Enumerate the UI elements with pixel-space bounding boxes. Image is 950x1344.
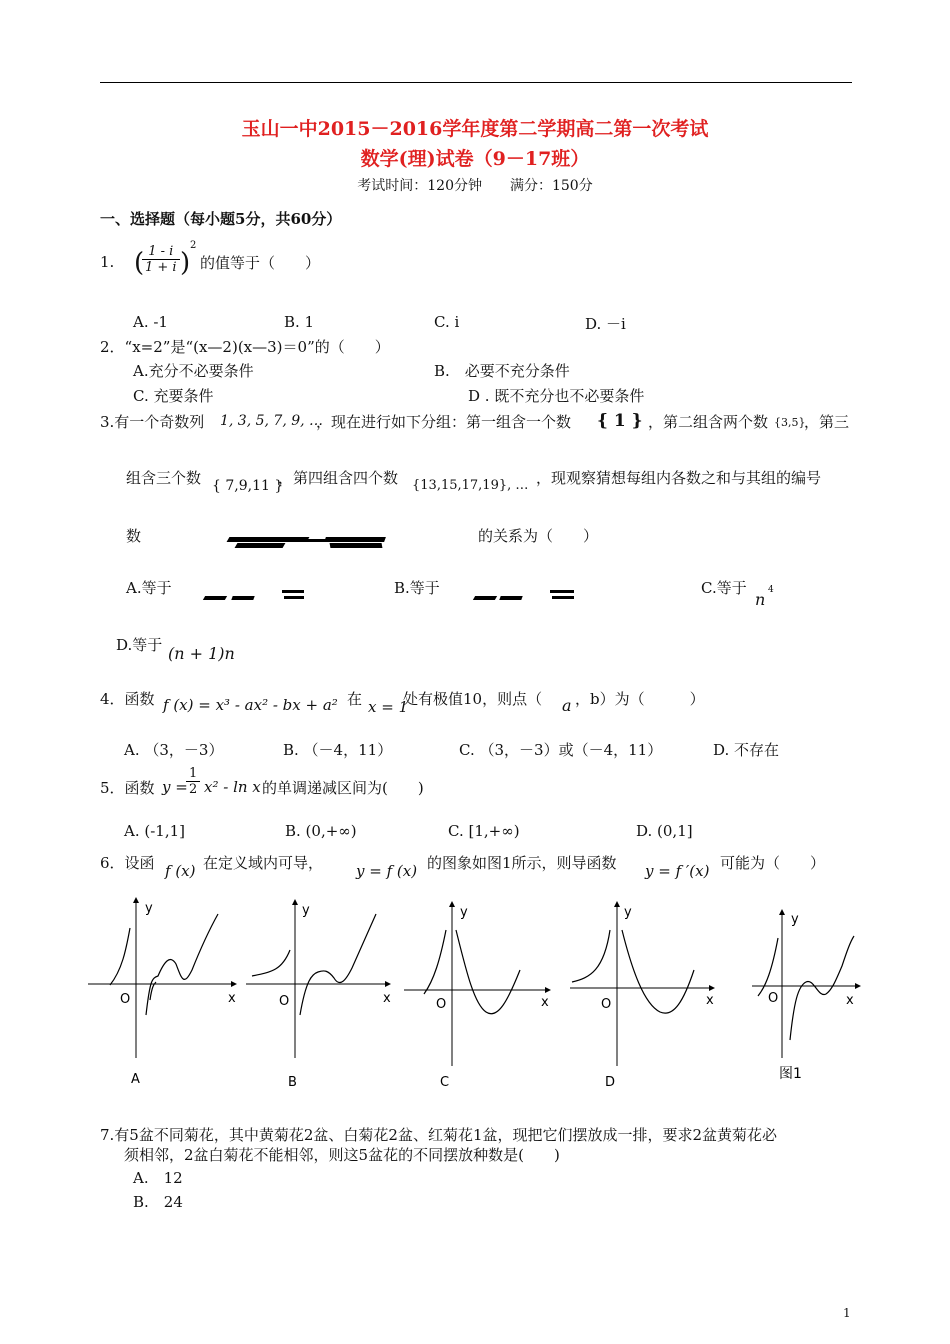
figure-1-x-label: x [846,993,854,1008]
q1-stem: 的值等于（ ） [200,254,321,272]
q1-number: 1. [100,253,115,271]
q3-line1-c: ，第二组含两个数 [648,413,769,431]
q3-group-4: {13,15,17,19}, … [412,478,529,493]
q3-line1-b: ，现在进行如下分组：第一组含一个数 [316,413,572,431]
q3-line2-b: ，第四组含四个数 [278,469,399,487]
graph-b-x-label: x [383,991,391,1006]
graph-c-label: C [440,1075,450,1090]
q3-option-c-exponent: 4 [768,585,774,595]
q4-at: x = 1 [368,698,409,716]
q6-text-b: 在定义域内可导， [203,854,324,872]
graph-a-y-label: y [145,901,153,916]
q1-option-d: D. －i [585,315,626,333]
q4-option-c: C. （3，－3）或（－4，11） [459,741,663,759]
q6-graphs [0,890,950,1100]
graph-a-x-label: x [228,991,236,1006]
q4-option-b: B. （－4，11） [283,741,393,759]
q3-line3-b: 的关系为（ ） [478,527,599,545]
graph-b [246,900,391,1090]
q5-option-d: D. (0,1] [636,822,693,840]
graph-c-origin: O [436,997,447,1012]
q2-option-a: A.充分不必要条件 [133,362,254,380]
q3-line1-a: 3.有一个奇数列 [100,413,205,431]
graph-d-y-label: y [624,905,632,920]
q6-f3: y = f ′(x) [645,862,710,880]
q6-prefix: 6．设函 [100,854,155,872]
graph-b-origin: O [279,994,290,1009]
q4-prefix: 4．函数 [100,690,155,708]
q2-option-c: C. 充要条件 [133,387,214,405]
graph-b-label: B [288,1075,297,1090]
figure-1-y-label: y [791,912,799,927]
graph-a [88,898,236,1087]
q6-text-c: 的图象如图1所示，则导函数 [427,854,617,872]
q5-option-c: C. [1,+∞) [448,822,520,840]
q7-line-2: 须相邻，2盆白菊花不能相邻，则这5盆花的不同摆放种数是( ) [124,1146,560,1164]
q3-sequence: 1, 3, 5, 7, 9, … [220,413,324,429]
graph-d-origin: O [601,997,612,1012]
q5-tail: 的单调递减区间为( ) [262,779,424,797]
q7-option-b: B. 24 [133,1193,183,1211]
figure-1-label: 图1 [779,1066,802,1082]
q2-option-d: D . 既不充分也不必要条件 [468,387,645,405]
graph-c-x-label: x [541,995,549,1010]
section-heading: 一、选择题（每小题5分，共60分） [100,210,342,228]
q3-option-a: A.等于 [126,579,172,597]
q3-line1-d: ，第三 [804,413,850,431]
header-rule [100,82,852,83]
q1-option-c: C. i [434,313,460,331]
q6-f2: y = f (x) [356,862,418,880]
q7-line-1: 7.有5盆不同菊花，其中黄菊花2盆、白菊花2盆、红菊花1盆，现把它们摆放成一排，要求2盆黄菊花必 [100,1126,778,1144]
q1-fraction [142,244,180,275]
exam-title: 玉山一中2015－2016学年度第二学期高二第一次考试 [241,118,709,140]
q1-numerator: 1 - i [142,244,180,260]
q5-option-b: B. (0,+∞) [285,822,357,840]
q3-line2-a: 组含三个数 [126,469,202,487]
q3-option-d: D.等于 [116,636,163,654]
q1-exponent: 2 [190,240,197,251]
graph-b-y-label: y [302,903,310,918]
graph-d-label: D [605,1075,616,1090]
q7-option-a: A. 12 [133,1169,183,1187]
q5-fraction [186,766,200,797]
q3-group-1: { 1 } [597,411,643,431]
graph-a-label: A [131,1072,140,1087]
graph-d [570,902,714,1090]
q5-frac-num: 1 [186,766,200,782]
q1-option-a: A. -1 [133,313,168,331]
q4-function: f (x) = x³ - ax² - bx + a² [163,696,338,714]
figure-1-origin: O [768,991,779,1006]
q4-tail2: ，b）为（ ） [575,690,705,708]
q4-mid: 在 [347,690,363,708]
graph-c-y-label: y [460,905,468,920]
q5-rhs: x² - ln x [204,778,261,796]
q5-frac-den: 2 [189,782,198,797]
q5-option-a: A. (-1,1] [124,822,185,840]
q2-stem: 2．“x=2”是“(x—2)(x—3)＝0”的（ ） [100,338,390,356]
q1-paren-left: ( [134,248,145,278]
q4-option-d: D. 不存在 [713,741,780,759]
q4-a: a [562,696,572,715]
q2-option-b: B. 必要不充分条件 [434,362,570,380]
q6-text-d: 可能为（ ） [720,854,826,872]
q3-option-c: C.等于 [701,579,747,597]
graph-d-x-label: x [706,993,714,1008]
q5-prefix: 5．函数 [100,779,155,797]
q3-group-3: { 7,9,11 } [212,478,284,494]
q3-option-d-math: (n + 1)n [168,644,235,663]
q4-option-a: A. （3，－3） [124,741,224,759]
q5-lhs: y = [162,778,188,796]
q3-group-2: {3,5} [774,416,806,429]
graph-c [404,902,550,1090]
q3-line3-a: 数 [126,527,142,545]
q3-option-b: B.等于 [394,579,440,597]
graph-figure-1 [752,910,860,1082]
q1-paren-right: ) [180,248,191,278]
q1-denominator: 1 + i [145,260,177,275]
graph-a-origin: O [120,992,131,1007]
exam-info: 考试时间：120分钟 满分：150分 [357,178,593,194]
q4-tail: 处有极值10，则点（ [403,690,543,708]
q3-option-c-math: n [755,590,766,609]
page-number: 1 [843,1306,851,1320]
q1-option-b: B. 1 [284,313,315,331]
q6-f1: f (x) [165,862,196,880]
q3-line2-c: ，现观察猜想每组内各数之和与其组的编号 [536,469,822,487]
exam-subtitle: 数学(理)试卷（9－17班） [360,148,590,170]
